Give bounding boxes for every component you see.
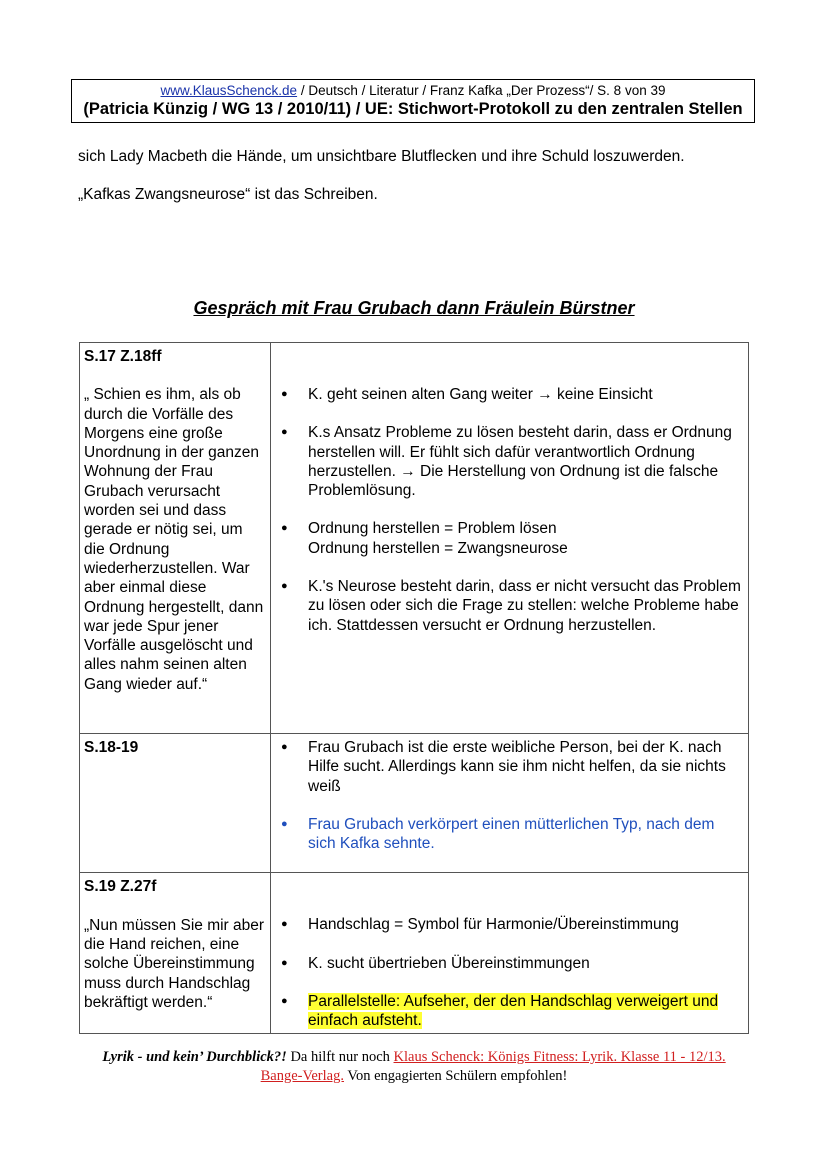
book-link[interactable]: Klaus Schenck: Königs Fitness: Lyrik. Klasse 11 - 12/13. [393, 1049, 726, 1065]
bullet-item: ● K.s Ansatz Probleme zu lösen besteht darin, dass er Ordnung herstellen will. Er fühlt sich dafür verantwortlich Ordnung herzustellen. → Die Herstellung von Ordnung ist die falsche Problemlösung. [281, 423, 744, 500]
intro-line-2: „Kafkas Zwangsneurose“ ist das Schreiben. [78, 186, 378, 203]
header-path [72, 83, 754, 99]
highlighted-text: Parallelstelle: Aufseher, der den Handschlag verweigert und einfach aufsteht. [308, 993, 719, 1030]
bullet-item: ● K. sucht übertrieben Übereinstimmungen [281, 954, 744, 973]
quote-text: „Nun müssen Sie mir aber die Hand reichen, eine solche Übereinstimmung muss durch Handschlag bekräftigt werden.“ [84, 916, 265, 1011]
bullet-item: ● Handschlag = Symbol für Harmonie/Übereinstimmung [281, 915, 744, 934]
page-header [71, 79, 755, 123]
page-footer [0, 1048, 828, 1086]
section-title: Gespräch mit Frau Grubach dann Fräulein Bürstner [193, 298, 635, 318]
page-reference: S.19 Z.27f [84, 878, 157, 896]
bullet-item [281, 992, 744, 1031]
notes-cell [271, 873, 749, 1034]
bullet-item: ● Frau Grubach ist die erste weibliche Person, bei der K. nach Hilfe sucht. Allerdings kann sie ihm nicht helfen, da sie nichts weiß [281, 738, 744, 796]
reference-cell [80, 734, 271, 873]
notes-table [79, 342, 749, 1034]
quote-text: „ Schien es ihm, als ob durch die Vorfälle des Morgens eine große Unordnung in der ganzen Wohnung der Frau Grubach verursacht worden sei und dass gerade er nötig sei, um die Ordnung wiederherzustellen. War aber einmal diese Ordnung hergestellt, dann war jede Spur jener Vorfälle ausgelöscht und alles nahm seinen alten Gang wieder auf.“ [84, 386, 264, 693]
footer-brand: Lyrik - und kein’ Durchblick?! [102, 1049, 287, 1065]
page-reference: S.18-19 [84, 739, 139, 756]
bullet-line: Ordnung herstellen = Zwangsneurose [308, 539, 568, 557]
table-row [80, 343, 749, 734]
bullet-item: ● Frau Grubach verkörpert einen mütterlichen Typ, nach dem sich Kafka sehnte. [281, 815, 744, 854]
notes-cell [271, 343, 749, 734]
table-row [80, 734, 749, 873]
notes-cell [271, 734, 749, 873]
bullet-item [281, 519, 744, 558]
reference-cell [80, 873, 271, 1034]
page-reference: S.17 Z.18ff [84, 348, 162, 365]
header-breadcrumb: / Deutsch / Literatur / Franz Kafka „Der Prozess“/ S. 8 von 39 [297, 83, 666, 98]
footer-text: Von engagierten Schülern empfohlen! [343, 1068, 568, 1084]
bullet-item: ● K.'s Neurose besteht darin, dass er nicht versucht das Problem zu lösen oder sich die Frage zu stellen: welche Probleme habe ich. Stattdessen versucht er Ordnung herzustellen. [281, 577, 744, 635]
intro-line-1: sich Lady Macbeth die Hände, um unsichtbare Blutflecken und ihre Schuld loszuwerden. [78, 148, 685, 165]
bullet-line: Ordnung herstellen = Problem lösen [308, 520, 557, 538]
website-link[interactable]: www.KlausSchenck.de [160, 83, 298, 98]
footer-text: Da hilft nur noch [286, 1049, 394, 1065]
bullet-item: ● K. geht seinen alten Gang weiter → keine Einsicht [281, 385, 744, 404]
publisher-link[interactable]: Bange-Verlag. [260, 1068, 344, 1084]
table-row [80, 873, 749, 1034]
reference-cell [80, 343, 271, 734]
header-subtitle: (Patricia Künzig / WG 13 / 2010/11) / UE: Stichwort-Protokoll zu den zentralen Stellen [83, 100, 743, 118]
